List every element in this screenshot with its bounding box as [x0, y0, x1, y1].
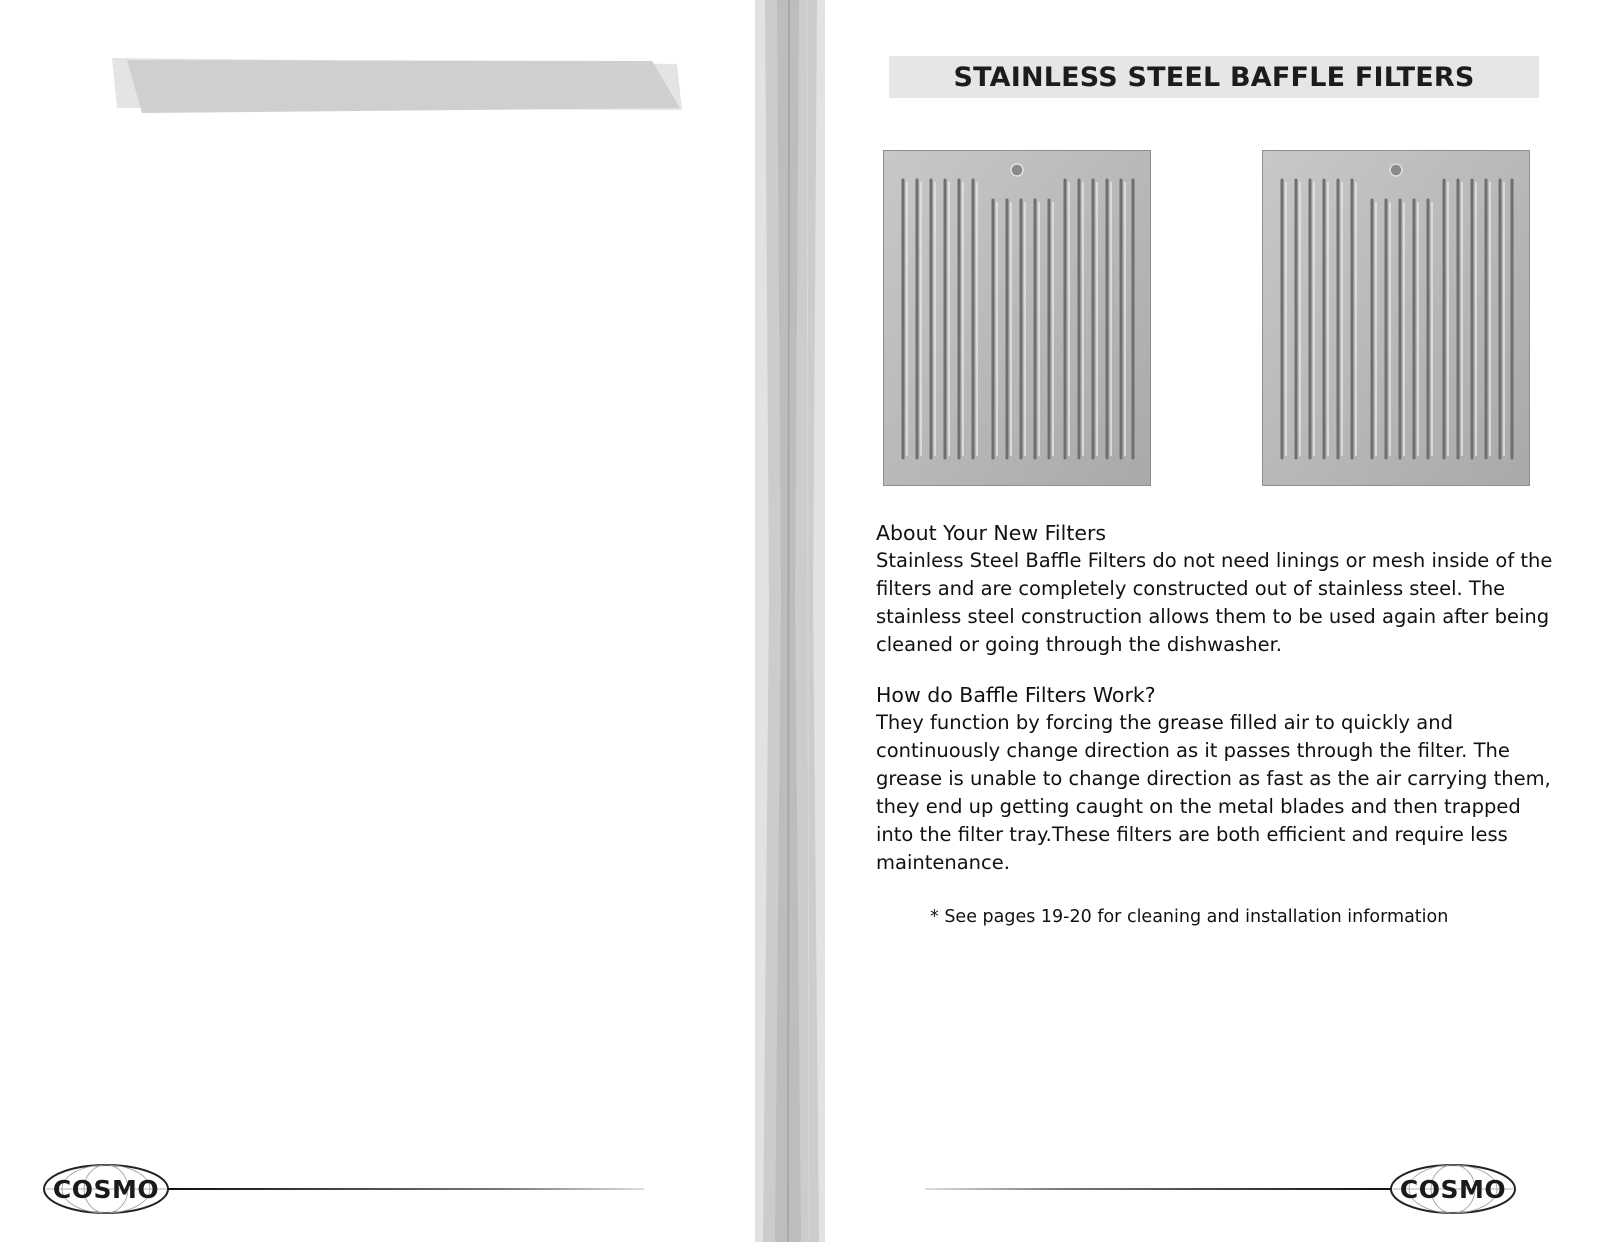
left-page: [0, 0, 755, 1242]
page-title: STAINLESS STEEL BAFFLE FILTERS: [953, 61, 1475, 93]
title-band: [889, 56, 1539, 98]
logo-text: COSMO: [52, 1174, 160, 1204]
footer-rule: [925, 1188, 1391, 1190]
baffle-filter-image: [883, 150, 1151, 486]
about-heading: About Your New Filters: [876, 521, 1107, 545]
logo-text: COSMO: [1399, 1174, 1507, 1204]
cosmo-logo: [1389, 1163, 1517, 1215]
filter-info-text: [876, 519, 1556, 899]
cleaning-note: * See pages 19-20 for cleaning and installation information: [930, 907, 1449, 927]
cosmo-logo: [42, 1163, 170, 1215]
about-section: [876, 519, 1556, 659]
footer-rule: [168, 1188, 644, 1190]
about-body: Stainless Steel Baffle Filters do not need linings or mesh inside of the filters and are completely constructed out of stainless steel. The stainless steel construction allows them to be used again after being cleaned or going through the dishwasher.: [876, 549, 1553, 656]
right-page: [825, 0, 1602, 1242]
how-heading: How do Baffle Filters Work?: [876, 683, 1156, 707]
binding-spine: [755, 0, 825, 1242]
banner-shape: [112, 58, 692, 118]
left-header-banner: [112, 58, 692, 118]
how-section: [876, 681, 1556, 877]
baffle-filter-image: [1262, 150, 1530, 486]
how-body: They function by forcing the grease filled air to quickly and continuously change direction as it passes through the filter. The grease is unable to change direction as fast as the air carrying them, they end up getting caught on the metal blades and then trapped into the filter tray.These filters are both efficient and require less maintenance.: [876, 711, 1551, 874]
